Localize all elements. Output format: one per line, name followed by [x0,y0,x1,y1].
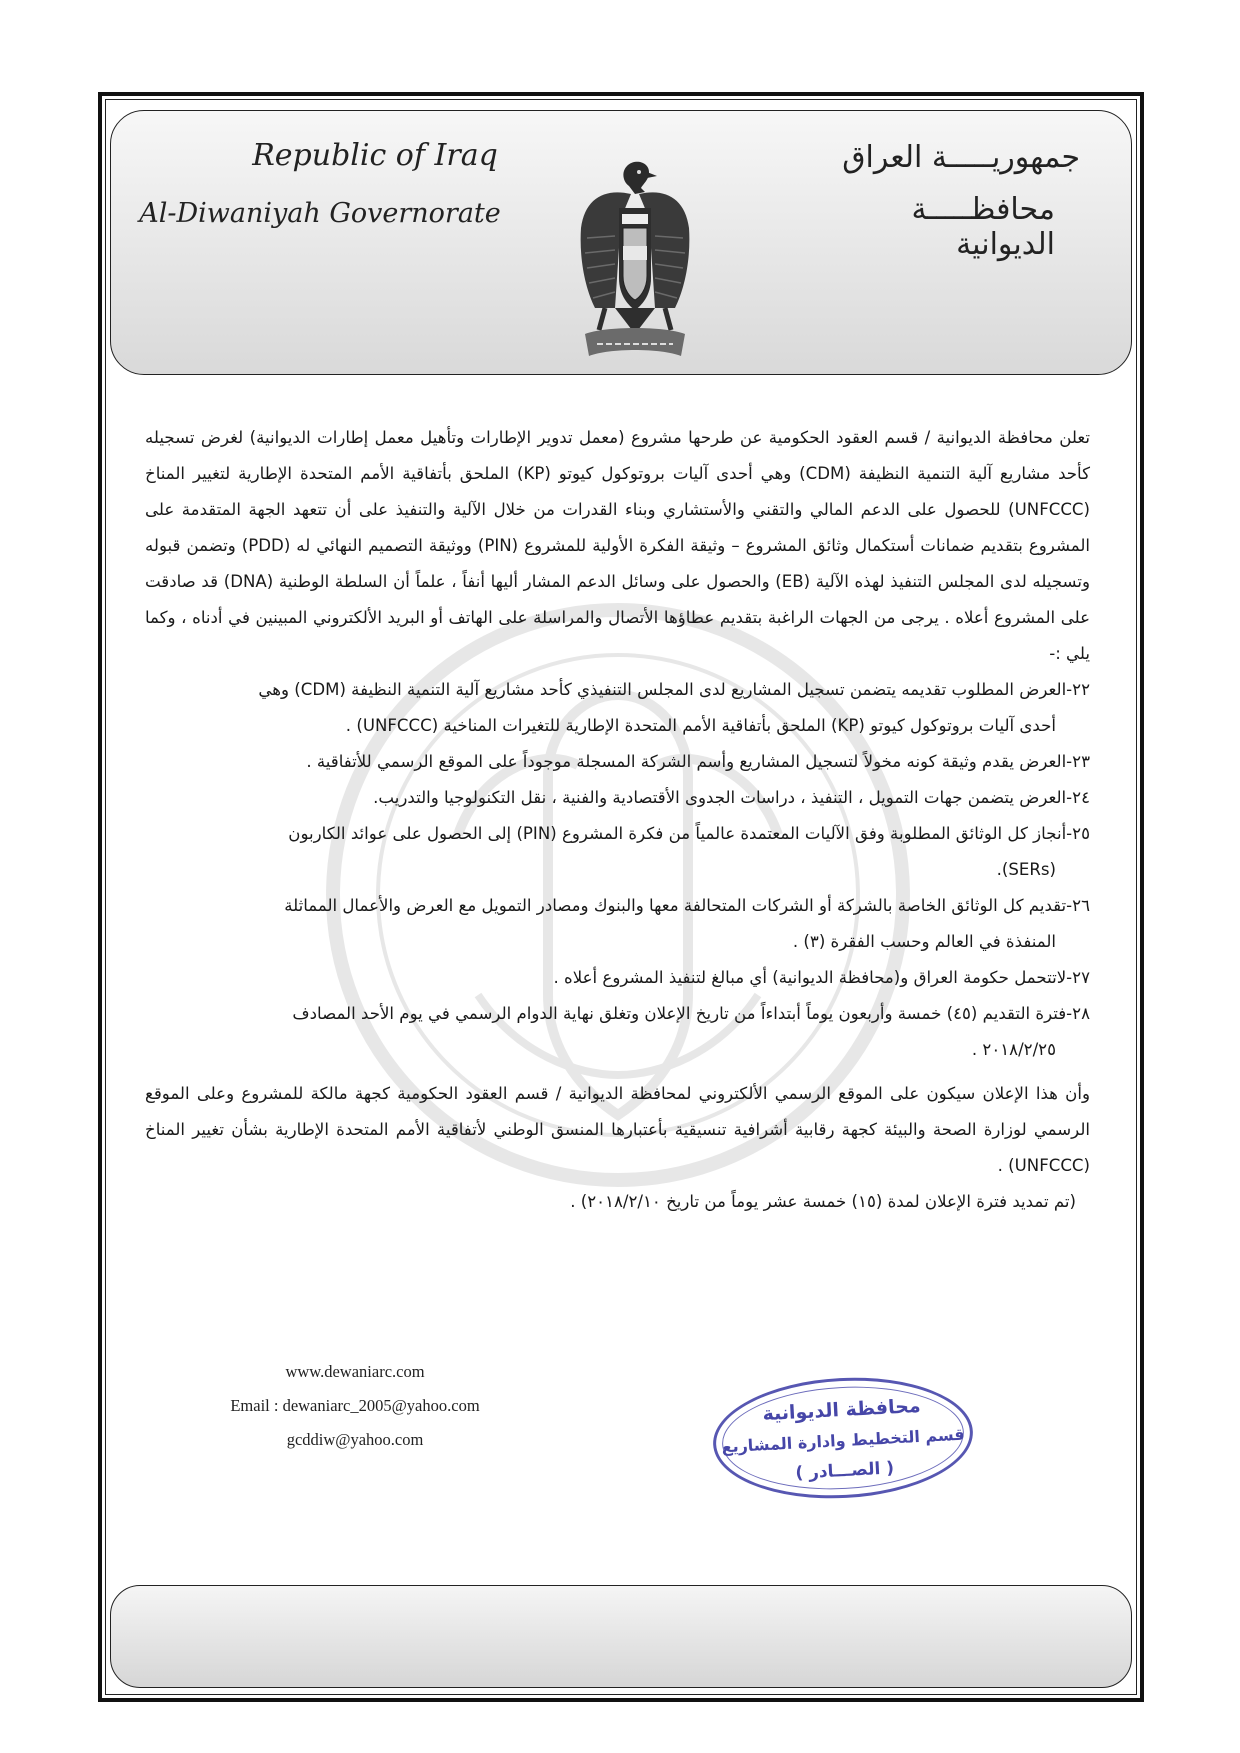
extension-note: (تم تمديد فترة الإعلان لمدة (١٥) خمسة عشر يوماً من تاريخ ٢٠١٨/٢/١٠) . [570,1192,1076,1211]
list-item-22: ٢٢-العرض المطلوب تقديمه يتضمن تسجيل المشاريع لدى المجلس التنفيذي كأحد مشاريع آلية التنمية النظيفة (CDM) وهي [258,680,1090,699]
closing-paragraph: وأن هذا الإعلان سيكون على الموقع الرسمي الألكتروني لمحافظة الديوانية / قسم العقود الحكومية كجهة مالكة للمشروع وعلى الموقع الرسمي لوزارة الصحة والبيئة كجهة رقابية أشرافية تنسيقية بأعتبارها المنسق الوطني لأتفاقية الأمم المتحدة الإطارية بشأن تغيير المناخ (UNFCCC) . [145,1084,1090,1175]
list-item-25-continued: (SERs). [996,860,1056,879]
iraq-eagle-emblem-icon [575,158,695,368]
list-item-27: ٢٧-لاتتحمل حكومة العراق و(محافظة الديوانية) أي مبالغ لتنفيذ المشروع أعلاه . [553,968,1090,987]
email-secondary[interactable]: gcddiw@yahoo.com [286,1430,424,1449]
announcement-body [145,420,1090,1220]
list-item-28-continued: ٢٠١٨/٢/٢٥ . [971,1040,1056,1059]
website-link[interactable]: www.dewaniarc.com [285,1362,425,1381]
stamp-line-3: ( الصـــادر ) [794,1458,895,1484]
list-item-22-continued: أحدى آليات بروتوكول كيوتو (KP) الملحق بأتفاقية الأمم المتحدة الإطارية للتغيرات المناخية (UNFCCC) . [345,716,1056,735]
letterhead-ar-title: جمهوريـــــة العراق [842,140,1080,175]
contact-block [190,1355,520,1457]
footer-band [110,1585,1132,1688]
list-item-26-continued: المنفذة في العالم وحسب الفقرة (٣) . [792,932,1056,951]
email-line[interactable]: Email : dewaniarc_2005@yahoo.com [230,1396,480,1415]
letterhead-en-subtitle: Al-Diwaniyah Governorate [139,198,501,229]
letterhead-en-title: Republic of Iraq [252,138,498,173]
list-item-25: ٢٥-أنجاز كل الوثائق المطلوبة وفق الآليات المعتمدة عالمياً من فكرة المشروع (PIN) إلى الحصول على عوائد الكاربون [288,824,1090,843]
list-item-24: ٢٤-العرض يتضمن جهات التمويل ، التنفيذ ، دراسات الجدوى الأقتصادية والفنية ، نقل التكنولوجيا والتدريب. [373,788,1090,807]
stamp-line-2: قسم التخطيط وادارة المشاريع [721,1424,966,1457]
intro-paragraph: تعلن محافظة الديوانية / قسم العقود الحكومية عن طرحها مشروع (معمل تدوير الإطارات وتأهيل معمل إطارات الديوانية) لغرض تسجيله كأحد مشاريع آلية التنمية النظيفة (CDM) وهي أحدى آليات بروتوكول كيوتو (KP) الملحق بأتفاقية الأمم المتحدة الإطارية لتغيير المناخ (UNFCCC) للحصول على الدعم المالي والتقني والأستشاري وبناء القدرات من خلال الآلية والتنفيذ على أن تتعهد الجهة المتقدمة على المشروع بتقديم ضمانات أستكمال وثائق المشروع – وثيقة الفكرة الأولية للمشروع (PIN) ووثيقة التصميم النهائي له (PDD) وتضمن قبوله وتسجيله لدى المجلس التنفيذ لهذه الآلية (EB) والحصول على وسائل الدعم المشار أليها أنفاً ، علماً أن السلطة الوطنية (DNA) قد صادقت على المشروع أعلاه . يرجى من الجهات الراغبة بتقديم عطاؤها الأتصال والمراسلة على الهاتف أو البريد الألكتروني المبينين في أدناه ، وكما يلي :- [145,428,1091,663]
list-item-26: ٢٦-تقديم كل الوثائق الخاصة بالشركة أو الشركات المتحالفة معها والبنوك ومصادر التمويل مع العرض والأعمال المماثلة [284,896,1090,915]
list-item-23: ٢٣-العرض يقدم وثيقة كونه مخولاً لتسجيل المشاريع وأسم الشركة المسجلة موجوداً على الموقع الرسمي للأتفاقية . [306,752,1090,771]
letterhead-ar-subtitle: محافظـــــة الديوانية [911,192,1055,262]
stamp-line-1: محافظة الديوانية [761,1394,922,1426]
list-item-28: ٢٨-فترة التقديم (٤٥) خمسة وأربعون يوماً أبتداءاً من تاريخ الإعلان وتغلق نهاية الدوام الرسمي في يوم الأحد المصادف [292,1004,1090,1023]
